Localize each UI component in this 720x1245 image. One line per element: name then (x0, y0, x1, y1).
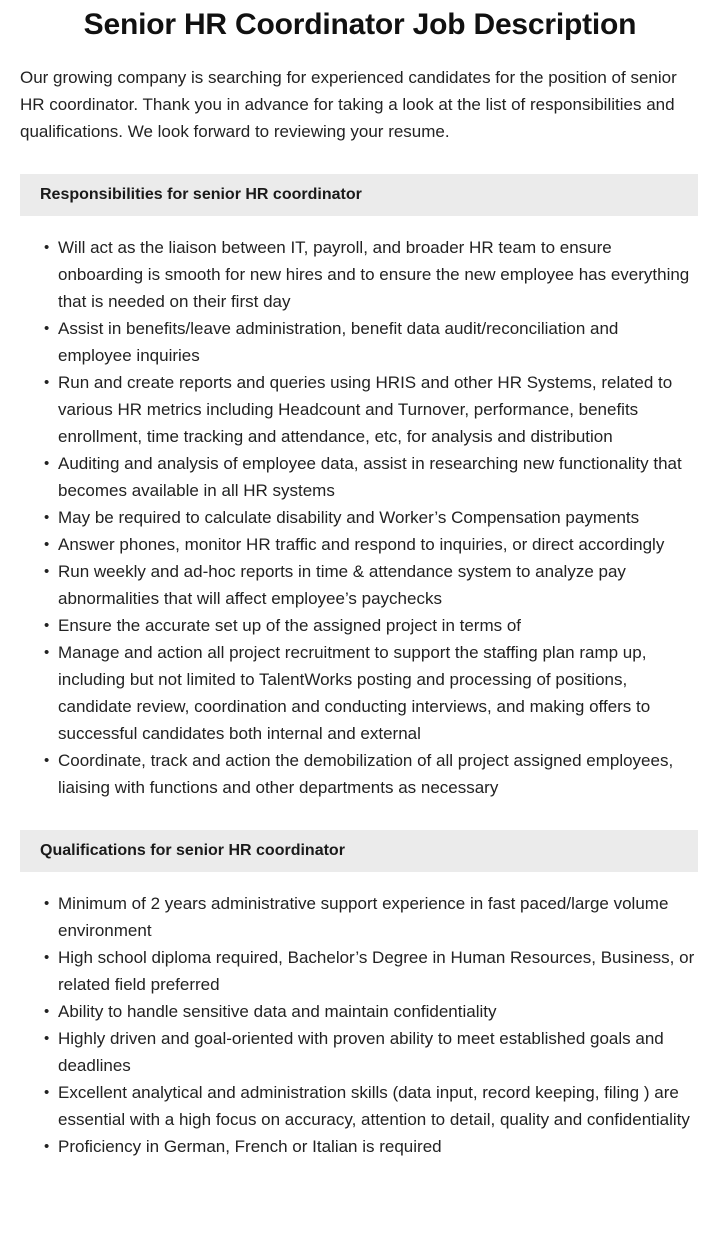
list-item: • May be required to calculate disability and Worker’s Compensation payments (58, 504, 695, 531)
list-item: • Minimum of 2 years administrative support experience in fast paced/large volume environment (58, 890, 695, 944)
list-item: • Auditing and analysis of employee data, assist in researching new functionality that becomes available in all HR systems (58, 450, 695, 504)
section-header-responsibilities (20, 174, 698, 216)
list-item: • Excellent analytical and administration skills (data input, record keeping, filing ) are essential with a high focus on accuracy, attention to detail, quality and confidentiality (58, 1079, 695, 1133)
list-item: • Ensure the accurate set up of the assigned project in terms of (58, 612, 695, 639)
section-responsibilities (0, 174, 720, 801)
list-item: • Will act as the liaison between IT, payroll, and broader HR team to ensure onboarding is smooth for new hires and to ensure the new employee has everything that is needed on their first day (58, 234, 695, 315)
list-item: • High school diploma required, Bachelor’s Degree in Human Resources, Business, or related field preferred (58, 944, 695, 998)
list-item: • Highly driven and goal-oriented with proven ability to meet established goals and deadlines (58, 1025, 695, 1079)
page-title: Senior HR Coordinator Job Description (83, 8, 637, 41)
list-item: • Run weekly and ad-hoc reports in time & attendance system to analyze pay abnormalities that will affect employee’s paychecks (58, 558, 695, 612)
list-item: • Run and create reports and queries using HRIS and other HR Systems, related to various HR metrics including Headcount and Turnover, performance, benefits enrollment, time tracking and attendance, etc, for analysis and distribution (58, 369, 695, 450)
section-header-qualifications (20, 830, 698, 872)
list-item: • Answer phones, monitor HR traffic and respond to inquiries, or direct accordingly (58, 531, 695, 558)
list-item: • Assist in benefits/leave administration, benefit data audit/reconciliation and employee inquiries (58, 315, 695, 369)
bottom-spacer (0, 1160, 720, 1178)
section-header-label: Qualifications for senior HR coordinator (40, 842, 345, 859)
section-qualifications (0, 830, 720, 1160)
list-item: • Coordinate, track and action the demobilization of all project assigned employees, liaising with functions and other departments as necessary (58, 747, 695, 801)
responsibilities-list (0, 216, 720, 801)
qualifications-list (0, 872, 720, 1160)
list-item: • Ability to handle sensitive data and maintain confidentiality (58, 998, 695, 1025)
list-item: • Proficiency in German, French or Italian is required (58, 1133, 695, 1160)
list-item: • Manage and action all project recruitment to support the staffing plan ramp up, including but not limited to TalentWorks posting and processing of positions, candidate review, coordination and conducting interviews, and making offers to successful candidates both internal and external (58, 639, 695, 747)
intro-paragraph: Our growing company is searching for experienced candidates for the position of senior HR coordinator. Thank you in advance for taking a look at the list of responsibilities and qualifications. We look forward to reviewing your resume. (20, 68, 677, 141)
section-header-label: Responsibilities for senior HR coordinator (40, 186, 362, 203)
